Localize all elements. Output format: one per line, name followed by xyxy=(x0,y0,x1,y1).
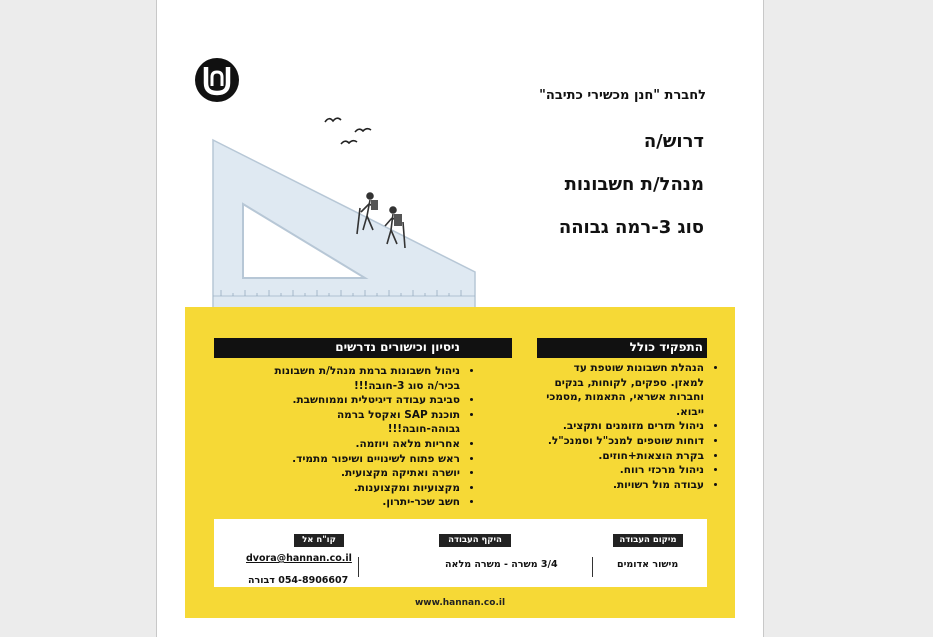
list-item: • בקרת הוצאות+חוזים. xyxy=(545,449,704,464)
phone-value: 054-8906607 דבורה xyxy=(248,575,349,586)
role-list xyxy=(545,361,717,492)
scope-label: היקף העבודה xyxy=(439,534,511,547)
scope-value: 3/4 משרה - משרה מלאה xyxy=(445,559,558,570)
set-square-illustration xyxy=(205,112,485,312)
email-link[interactable]: dvora@hannan.co.il xyxy=(246,553,352,564)
list-item: • ניהול חשבונות ברמת מנהל/ת חשבונות בכיר/ה סוג 3-חובה!!! xyxy=(265,364,460,393)
divider xyxy=(358,557,359,577)
company-line: לחברת "חנן מכשירי כתיבה" xyxy=(539,88,706,103)
hannan-logo-icon xyxy=(194,57,240,103)
headline-position: מנהל/ת חשבונות xyxy=(564,174,704,195)
birds-illustration xyxy=(325,118,371,144)
list-item: • אחריות מלאה ויוזמה. xyxy=(265,437,460,452)
requirements-list xyxy=(265,364,473,510)
website-link[interactable]: www.hannan.co.il xyxy=(414,598,506,608)
list-item: • תוכנת SAP ואקסל ברמה גבוהה-חובה!!! xyxy=(265,408,460,437)
requirements-title: ניסיון וכישורים נדרשים xyxy=(335,340,460,354)
list-item: • ראש פתוח לשינויים ושיפור מתמיד. xyxy=(265,452,460,467)
list-item: • עבודה מול רשויות. xyxy=(545,478,704,493)
contact-label: קו"ח אל xyxy=(294,534,344,547)
list-item: • יושרה ואתיקה מקצועית. xyxy=(265,466,460,481)
list-item: • חשב שכר-יתרון. xyxy=(265,495,460,510)
requirements-title-bar xyxy=(214,338,512,358)
list-item: • ניהול תזרים מזומנים ותקציב. xyxy=(545,419,704,434)
list-item: • סביבת עבודה דיגיטלית וממוחשבת. xyxy=(265,393,460,408)
location-value: מישור אדומים xyxy=(617,559,679,570)
details-panel xyxy=(185,307,735,618)
list-item: • הנהלת חשבונות שוטפת עד למאזן. ספקים, לקוחות, בנקים וחברות אשראי, התאמות ,מסמכי ייבוא. xyxy=(545,361,704,419)
divider xyxy=(592,557,593,577)
list-item: • מקצועיות ומקצוענות. xyxy=(265,481,460,496)
list-item: • דוחות שוטפים למנכ"ל וסמנכ"ל. xyxy=(545,434,704,449)
role-title-bar xyxy=(537,338,707,358)
role-title: התפקיד כולל xyxy=(629,340,703,354)
headline-wanted: דרוש/ה xyxy=(643,131,704,152)
location-label: מיקום העבודה xyxy=(613,534,683,547)
contact-box xyxy=(214,519,707,587)
headline-level: סוג 3-רמה גבוהה xyxy=(558,217,704,238)
list-item: • ניהול מרכזי רווח. xyxy=(545,463,704,478)
document-page xyxy=(156,0,764,637)
